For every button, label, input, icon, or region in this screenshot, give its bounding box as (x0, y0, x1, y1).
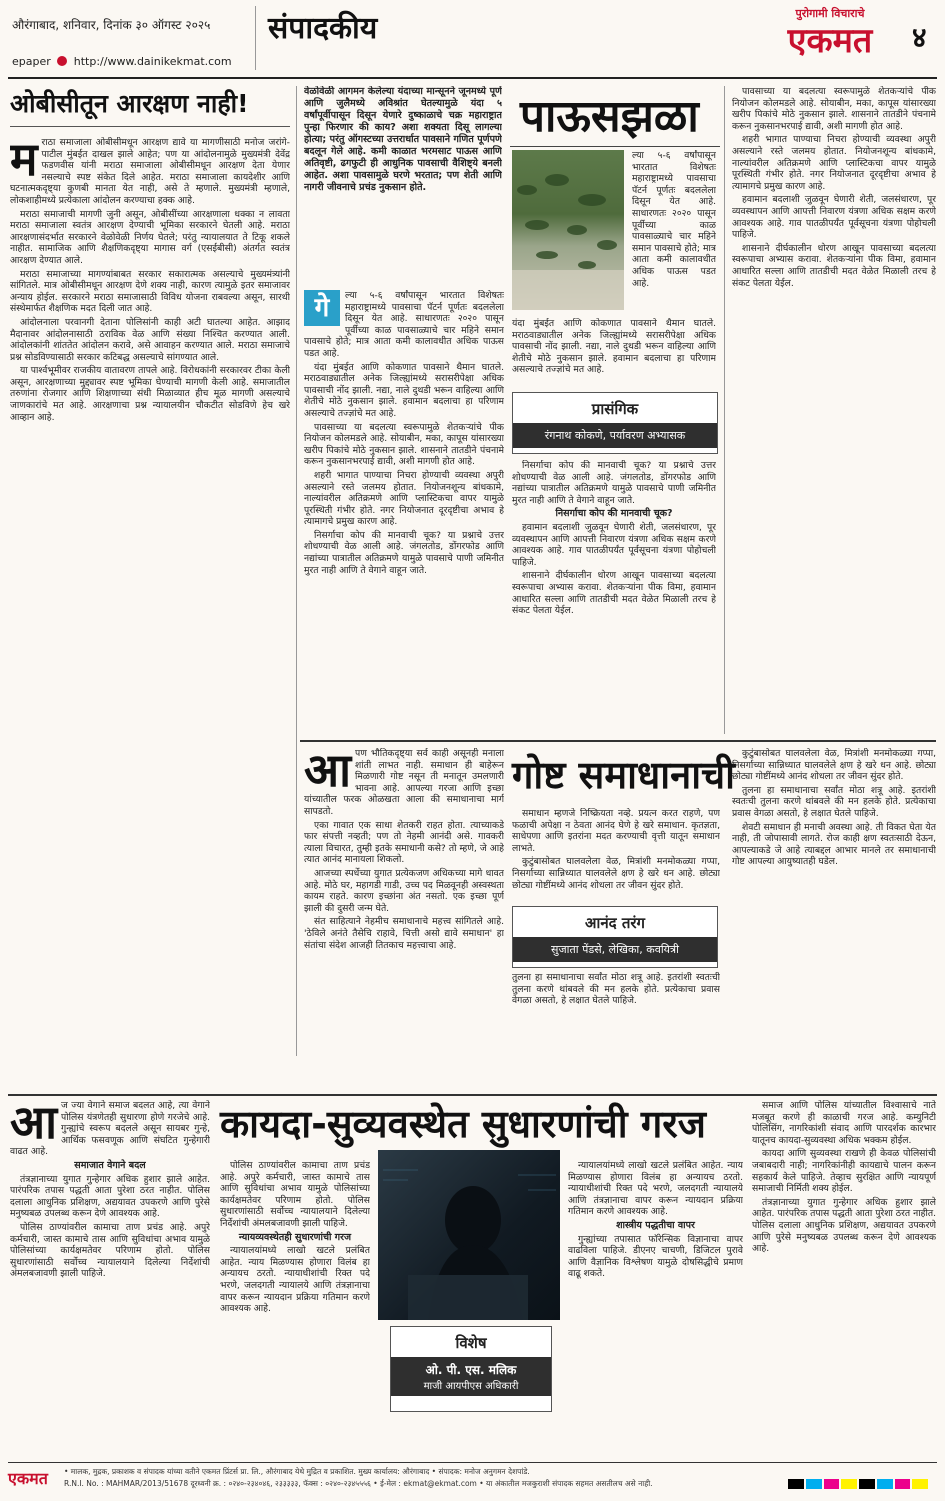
article-rain-cont: यंदा मुंबईत आणि कोकणात पावसाने थैमान घातले. मराठवाड्यातील अनेक जिल्ह्यांमध्ये सरासरीपेक्षा अधिक पावसाची नोंद झाली. नद्या, नाले दुथडी भरून वाहिल्या आणि शेतीचे मोठे नुकसान झाले. हवामान बदलाचा हा परिणाम असल्याचे तज्ज्ञांचे मत आहे. (512, 318, 716, 376)
section-title: संपादकीय (268, 11, 378, 46)
color-swatch (877, 1479, 893, 1489)
headline-obc: ओबीसीतून आरक्षण नाही! (10, 86, 290, 127)
color-swatch (841, 1479, 857, 1489)
article-rain-col2-top: ल्या ५-६ वर्षांपासून भारतात विशेषतः महाराष्ट्रामध्ये पावसाचा पॅटर्न पूर्णतः बदललेला दिसून येत आहे. साधारणतः २०२० पासून पूर्वीच्या काळ पावसाळ्याचे चार महिने समान पावसाचे होते; मात्र आता कमी कालावधीत अधिक पाऊस पडत आहे. (632, 150, 716, 289)
paragraph: न्यायालयांमध्ये लाखो खटले प्रलंबित आहेत. न्याय मिळण्यास होणारा विलंब हा अन्यायच ठरतो. न्यायाधीशांची रिक्त पदे भरणे, जलदगती न्यायालये आणि तंत्रज्ञानाचा वापर करून न्यायदान प्रक्रिया गतिमान करणे आवश्यक आहे. (220, 1245, 370, 1315)
paragraph: समाधान म्हणजे निष्क्रियता नव्हे. प्रयत्न करत राहणे, पण फळाची अपेक्षा न ठेवता आनंद घेणे हे खरे समाधान. कृतज्ञता, साधेपणा आणि इतरांना मदत करण्याची वृत्ती यातून समाधान लाभते. (512, 808, 720, 854)
paragraph: आंदोलनाला परवानगी देताना पोलिसांनी काही अटी घातल्या आहेत. आझाद मैदानावर आंदोलनासाठी ठराविक वेळ आणि संख्या निश्चित करण्यात आली. आंदोलकांनी शांततेत आंदोलन करावे, असे आवाहन करण्यात आले. मराठा समाजाचे प्रश्न सोडविण्यासाठी सरकार कटिबद्ध असल्याचे सांगण्यात आले. (10, 316, 290, 363)
footer (8, 1465, 937, 1497)
paragraph: पोलिस ठाण्यांवरील कामाचा ताण प्रचंड आहे. अपुरे कर्मचारी, जास्त कामाचे तास आणि सुविधांचा अभाव यामुळे पोलिसांच्या कार्यक्षमतेवर परिणाम होतो. पोलिस सुधारणांसाठी सर्वोच्च न्यायालयाने दिलेल्या निर्देशांची अंमलबजावणी झाली पाहिजे. (10, 1221, 210, 1280)
paragraph: मराठा समाजाची मागणी जुनी असून, ओबीसींच्या आरक्षणाला धक्का न लावता मराठा समाजाला स्वतंत्र आरक्षण देण्याची भूमिका सरकारने घेतली आहे. मराठा आरक्षणासंदर्भात सरकारने वेळोवेळी निर्णय घेतले; परंतु न्यायालयात ते टिकू शकले नाहीत. सामाजिक आणि शैक्षणिकदृष्ट्या मागास वर्ग (एसईबीसी) अंतर्गत स्वतंत्र आरक्षण देण्यात आले. (10, 208, 290, 266)
box-byline: रंगनाथ कोकणे, पर्यावरण अभ्यासक (513, 423, 717, 448)
crops-illustration (512, 150, 624, 310)
paragraph: कुटुंबासोबत घालवलेला वेळ, मित्रांशी मनमोकळ्या गप्पा, निसर्गाच्या सान्निध्यात घालवलेले क्षण हे खरे धन आहे. छोट्या छोट्या गोष्टींमध्ये आनंद शोधला तर जीवन सुंदर होते. (732, 748, 936, 783)
headline-rain: पाऊसझळा (520, 91, 699, 142)
page-number: ४ (912, 21, 927, 54)
paragraph: पावसाच्या या बदलत्या स्वरूपामुळे शेतकऱ्यांचे पीक नियोजन कोलमडले आहे. सोयाबीन, मका, कापूस यांसारख्या खरीप पिकांचे मोठे नुकसान झाले. शासनाने तातडीने पंचनामे करून नुकसानभरपाई द्यावी, अशी मागणी होत आहे. (732, 86, 936, 132)
footer-imprint: • मालक, मुद्रक, प्रकाशक व संपादक यांच्या वतीने एकमत प्रिंटर्स प्रा. लि., औरंगाबाद येथे मुद्रित व प्रकाशित. मुख्य कार्यालय: औरंगाबाद • संपादक: मनोज अनुगमन देशपांडे. (64, 1467, 530, 1476)
paragraph: यंदा मुंबईत आणि कोकणात पावसाने थैमान घातले. मराठवाड्यातील अनेक जिल्ह्यांमध्ये सरासरीपेक्षा अधिक पावसाची नोंद झाली. नद्या, नाले दुथडी भरून वाहिल्या आणि शेतीचे मोठे नुकसान झाले. हवामान बदलाचा हा परिणाम असल्याचे तज्ज्ञांचे मत आहे. (304, 361, 504, 419)
paragraph: पोलिस ठाण्यांवरील कामाचा ताण प्रचंड आहे. अपुरे कर्मचारी, जास्त कामाचे तास आणि सुविधांचा अभाव यामुळे पोलिसांच्या कार्यक्षमतेवर परिणाम होतो. पोलिस सुधारणांसाठी सर्वोच्च न्यायालयाने दिलेल्या निर्देशांची अंमलबजावणी झाली पाहिजे. (220, 1160, 370, 1229)
box-title: आनंद तरंग (585, 914, 645, 932)
paragraph: निसर्गाचा कोप की मानवाची चूक? या प्रश्नाचे उत्तर शोधण्याची वेळ आली आहे. जंगलतोड, डोंगरफोड आणि नद्यांच्या पात्रातील अतिक्रमणे यामुळे पावसाचे पाणी जमिनीत मुरत नाही आणि ते वेगाने वाहून जाते. (512, 460, 716, 506)
article-law-col2 (220, 1160, 370, 1460)
column-divider (296, 86, 297, 1056)
paragraph: कुटुंबासोबत घालवलेला वेळ, मित्रांशी मनमोकळ्या गप्पा, निसर्गाच्या सान्निध्यात घालवलेले क्षण हे खरे धन आहे. छोट्या छोट्या गोष्टींमध्ये आनंद शोधला तर जीवन सुंदर होते. (512, 856, 720, 891)
paragraph: मराठा समाजाच्या मागण्यांबाबत सरकार सकारात्मक असल्याचे मुख्यमंत्र्यांनी सांगितले. मात्र ओबीसीमधून आरक्षण देणे शक्य नाही, कारण त्यामुळे इतर समाजावर अन्याय होईल. सरकारने मराठा समाजासाठी विविध योजना राबवल्या असून, सारथी संस्थेमार्फत शैक्षणिक मदत दिली जात आहे. (10, 268, 290, 315)
paragraph: शेवटी समाधान ही मनाची अवस्था आहे. ती विकत घेता येत नाही, ती जोपासावी लागते. रोज काही क्षण स्वतःसाठी देऊन, आपल्याकडे जे आहे त्याबद्दल आभार मानले तर समाधानाची गोष्ट आपल्या आयुष्यातही घडेल. (732, 821, 936, 868)
subhead: न्यायव्यवस्थेतही सुधारणांची गरज (238, 1231, 352, 1243)
article-rain-lower (512, 460, 716, 736)
box-title: प्रासंगिक (591, 400, 639, 418)
article-rain-intro: वेळोवेळी आगमन केलेल्या यंदाच्या मान्सूनने जूनमध्ये पूर्ण आणि जुलैमध्ये अविश्रांत घेतल्यामुळे यंदा ५ वर्षांपूर्वीपासून दिसून येणारे दुष्काळाचे चक्र महाराष्ट्रात पुन्हा फिरणार की काय? अशा शक्यता दिसू लागल्या होत्या; परंतु ऑगस्टच्या उत्तरार्धात पावसाने गणित पूर्णपणे बदलून गेले आहे. कमी काळात भरमसाट पाऊस आणि अतिवृष्टी, ढगफुटी ही आधुनिक पावसाची वैशिष्ट्ये बनली आहेत. अशा पावसामुळे घरणे भरतात; पण शेती आणि नागरी जीवनाचे प्रचंड नुकसान होते. (304, 86, 502, 193)
paragraph: शासनाने दीर्घकालीन धोरण आखून पावसाच्या बदलत्या स्वरूपाचा अभ्यास करावा. शेतकऱ्यांना पीक विमा, हवामान आधारित सल्ला आणि तातडीची मदत वेळेत मिळाली तरच हे संकट पेलता येईल. (732, 242, 936, 289)
footer-rni: R.N.I. No. : MAHMAR/2013/51678 दूरध्वनी क्र. : ०२४०-२३४०४६, २३३३३३, फॅक्स : ०२४०-२३४५५५६ • ई-मेल : ekmat@ekmat.com • या अंकातील मजकुराशी संपादक सहमत असतीलच असे नाही. (64, 1479, 653, 1488)
epaper-label: epaper (12, 55, 51, 68)
globe-icon (57, 56, 67, 66)
flood-photo (512, 150, 624, 310)
article-samadhan-col2b: तुलना हा समाधानाचा सर्वांत मोठा शत्रू आहे. इतरांशी स्वतःची तुलना करणे थांबवले की मन हलके होते. प्रत्येकाचा प्रवास वेगळा असतो, हे लक्षात घेतले पाहिजे. (512, 972, 720, 1007)
hooded-figure-illustration (378, 1150, 560, 1320)
paragraph: निसर्गाचा कोप की मानवाची चूक? या प्रश्नाचे उत्तर शोधण्याची वेळ आली आहे. जंगलतोड, डोंगरफोड आणि नद्यांच्या पात्रातील अतिक्रमणे यामुळे पावसाचे पाणी जमिनीत मुरत नाही आणि ते वेगाने वाहून जाते. (304, 529, 504, 576)
article-rain-body (304, 290, 504, 735)
rain-rule (510, 146, 720, 147)
color-registration-strip (788, 1479, 928, 1489)
headline-samadhan: गोष्ट समाधानाची (512, 753, 736, 797)
subhead: समाजात वेगाने बदल (74, 1159, 146, 1171)
masthead-logo (757, 6, 903, 68)
article-obc (10, 86, 290, 1066)
color-swatch (788, 1479, 804, 1489)
box-byline-name: ओ. पी. एस. मलिक (425, 1363, 517, 1377)
paragraph: संत साहित्याने नेहमीच समाधानाचे महत्त्व सांगितले आहे. 'ठेविले अनंते तैसेचि राहावे, चित्ती असो द्यावे समाधान' हा संतांचा संदेश आजही तितकाच महत्त्वाचा आहे. (304, 916, 504, 951)
subhead: शास्त्रीय पद्धतीचा वापर (616, 1219, 695, 1231)
paragraph: तंत्रज्ञानाच्या युगात गुन्हेगार अधिक हुशार झाले आहेत. पारंपरिक तपास पद्धती आता पुरेशा ठरत नाहीत. पोलिस दलाला आधुनिक प्रशिक्षण, अद्ययावत उपकरणे आणि पुरेसे मनुष्यबळ उपलब्ध करून देणे आवश्यक आहे. (10, 1173, 210, 1220)
paragraph: आजच्या स्पर्धेच्या युगात प्रत्येकजण अधिकच्या मागे धावत आहे. मोठे घर, महागडी गाडी, उच्च पद मिळवूनही अस्वस्थता कायम राहते. कारण इच्छांना अंत नसतो. एक इच्छा पूर्ण झाली की दुसरी जन्म घेते. (304, 867, 504, 914)
paragraph: हवामान बदलाशी जुळवून घेणारी शेती, जलसंधारण, पूर व्यवस्थापन आणि आपत्ती निवारण यंत्रणा अधिक सक्षम करणे आवश्यक आहे. गाव पातळीपर्यंत पूर्वसूचना यंत्रणा पोहोचली पाहिजे. (732, 194, 936, 241)
masthead-rule (8, 77, 937, 79)
logo-name: एकमत (787, 21, 873, 61)
section-rule (300, 740, 936, 742)
dropcap-box (304, 290, 340, 326)
article-samadhan-col3 (732, 748, 936, 1088)
paragraph: राठा समाजाला ओबीसीमधून आरक्षण द्यावे या मागणीसाठी मनोज जरांगे-पाटील मुंबईत दाखल झाले आहेत; पण या आंदोलनामुळे मुख्यमंत्री देवेंद्र फडणवीस यांनी मराठा समाजाला ओबीसीमधून आरक्षण देता येणार नसल्याचे स्पष्ट संकेत दिले आहेत. मराठा समाजाला कायदेशीर आणि घटनात्मकदृष्ट्या कुणबी मानता येत नाही, असे ते म्हणाले. मुख्यमंत्री म्हणाले, लोकशाहीमध्ये प्रत्येकाला आंदोलन करण्याचा हक्क आहे. (10, 137, 290, 206)
dateline: औरंगाबाद, शनिवार, दिनांक ३० ऑगस्ट २०२५ (12, 18, 211, 32)
article-law-col4 (752, 1100, 936, 1460)
article-law-col3 (568, 1160, 743, 1460)
paragraph: न्यायालयांमध्ये लाखो खटले प्रलंबित आहेत. न्याय मिळण्यास होणारा विलंब हा अन्यायच ठरतो. न्यायाधीशांची रिक्त पदे भरणे, जलदगती न्यायालये आणि तंत्रज्ञानाचा वापर करून न्यायदान प्रक्रिया गतिमान करणे आवश्यक आहे. (568, 1160, 743, 1218)
masthead-divider (255, 6, 256, 70)
paragraph: गुन्ह्यांच्या तपासात फॉरेन्सिक विज्ञानाचा वापर वाढविला पाहिजे. डीएनए चाचणी, डिजिटल पुरावे आणि वैज्ञानिक विश्लेषण यामुळे दोषसिद्धीचे प्रमाण वाढू शकते. (568, 1233, 743, 1280)
color-swatch (895, 1479, 911, 1489)
dropcap: म (10, 137, 38, 186)
paragraph: ज ज्या वेगाने समाज बदलत आहे, त्या वेगाने पोलिस यंत्रणेतही सुधारणा होणे गरजेचे आहे. गुन्ह्यांचे स्वरूप बदलले असून सायबर गुन्हे, आर्थिक फसवणूक आणि संघटित गुन्हेगारी वाढत आहे. (10, 1100, 210, 1158)
byline-box-prasangik (512, 392, 718, 454)
footer-logo: एकमत (8, 1469, 48, 1488)
color-swatch (912, 1479, 928, 1489)
article-rain-right (732, 86, 936, 736)
paragraph: कायदा आणि सुव्यवस्था राखणे ही केवळ पोलिसांची जबाबदारी नाही; नागरिकांनीही कायद्याचे पालन करून सहकार्य केले पाहिजे. तेव्हाच सुरक्षित आणि न्यायपूर्ण समाजाची निर्मिती शक्य होईल. (752, 1148, 936, 1195)
footer-rule (8, 1462, 937, 1463)
box-byline-bg (391, 1357, 551, 1396)
subhead: निसर्गाचा कोप की मानवाची चूक? (555, 508, 673, 520)
epaper-link[interactable]: http://www.dainikekmat.com (73, 55, 232, 68)
color-swatch (824, 1479, 840, 1489)
paragraph: शहरी भागात पाण्याचा निचरा होण्याची व्यवस्था अपुरी असल्याने रस्ते जलमय होतात. नियोजनशून्य बांधकामे, नाल्यांवरील अतिक्रमणे आणि प्लास्टिकचा वापर यामुळे पूरस्थिती गंभीर होते. नगर नियोजनात दूरदृष्टीचा अभाव हे त्यामागचे प्रमुख कारण आहे. (732, 134, 936, 192)
headline-law: कायदा-सुव्यवस्थेत सुधारणांची गरज (220, 1102, 706, 1146)
box-byline-role: माजी आयपीएस अधिकारी (423, 1381, 519, 1392)
article-obc-body (10, 137, 290, 1052)
dropcap: आ (10, 1100, 58, 1149)
paragraph: एका गावात एक साधा शेतकरी राहत होता. त्याच्याकडे फार संपत्ती नव्हती; पण तो नेहमी आनंदी असे. गावकरी त्याला विचारत, तुम्ही इतके समाधानी कसे? तो म्हणे, जे आहे त्यात आनंद मानायला शिकलो. (304, 819, 504, 866)
paragraph: तंत्रज्ञानाच्या युगात गुन्हेगार अधिक हुशार झाले आहेत. पारंपरिक तपास पद्धती आता पुरेशा ठरत नाहीत. पोलिस दलाला आधुनिक प्रशिक्षण, अद्ययावत उपकरणे आणि पुरेसे मनुष्यबळ उपलब्ध करून देणे आवश्यक आहे. (752, 1196, 936, 1255)
article-samadhan-col1 (304, 748, 504, 1088)
article-law-col1 (10, 1100, 210, 1460)
paragraph: शासनाने दीर्घकालीन धोरण आखून पावसाच्या बदलत्या स्वरूपाचा अभ्यास करावा. शेतकऱ्यांना पीक विमा, हवामान आधारित सल्ला आणि तातडीची मदत वेळेत मिळाली तरच हे संकट पेलता येईल. (512, 570, 716, 617)
paragraph: तुलना हा समाधानाचा सर्वांत मोठा शत्रू आहे. इतरांशी स्वतःची तुलना करणे थांबवले की मन हलके होते. प्रत्येकाचा प्रवास वेगळा असतो, हे लक्षात घेतले पाहिजे. (732, 784, 936, 819)
box-byline: सुजाता पेंडसे, लेखिका, कवयित्री (513, 937, 717, 962)
epaper-row (12, 55, 232, 68)
paragraph: हवामान बदलाशी जुळवून घेणारी शेती, जलसंधारण, पूर व्यवस्थापन आणि आपत्ती निवारण यंत्रणा अधिक सक्षम करणे आवश्यक आहे. गाव पातळीपर्यंत पूर्वसूचना यंत्रणा पोहोचली पाहिजे. (512, 521, 716, 568)
dropcap: गे (314, 293, 330, 323)
paragraph: ल्या ५-६ वर्षांपासून भारतात विशेषतः महाराष्ट्रामध्ये पावसाचा पॅटर्न पूर्णतः बदललेला दिसून येत आहे. साधारणतः २०२० पासून पूर्वीच्या काळ पावसाळ्याचे चार महिने समान पावसाचे होते; मात्र आता कमी कालावधीत अधिक पाऊस पडत आहे. (304, 290, 504, 359)
section-rule (8, 1094, 937, 1096)
dropcap: आ (304, 748, 352, 797)
paragraph: समाज आणि पोलिस यांच्यातील विश्वासाचे नाते मजबूत करणे ही काळाची गरज आहे. कम्युनिटी पोलिसिंग, नागरिकांशी संवाद आणि पारदर्शक कारभार यातूनच कायदा-सुव्यवस्था अधिक भक्कम होईल. (752, 1100, 936, 1146)
byline-box-vishesh (390, 1326, 552, 1412)
paragraph: पावसाच्या या बदलत्या स्वरूपामुळे शेतकऱ्यांचे पीक नियोजन कोलमडले आहे. सोयाबीन, मका, कापूस यांसारख्या खरीप पिकांचे मोठे नुकसान झाले. शासनाने तातडीने पंचनामे करून नुकसानभरपाई द्यावी, अशी मागणी होत आहे. (304, 421, 504, 468)
byline-box-anand (512, 906, 718, 968)
logo-tagline: पुरोगामी विचाराचे (795, 7, 865, 20)
hacker-photo (378, 1150, 560, 1320)
column-divider (724, 86, 725, 734)
paragraph: या पार्श्वभूमीवर राजकीय वातावरण तापले आहे. विरोधकांनी सरकारवर टीका केली असून, आरक्षणाच्या मुद्द्यावर स्पष्ट भूमिका घेण्याची मागणी केली आहे. समाजातील तरुणांना रोजगार आणि शिक्षणाच्या संधी मिळाव्यात हीच मूळ मागणी असल्याचे जाणकारांचे मत आहे. आरक्षणाचा प्रश्न न्यायालयीन चौकटीत सोडविणे हेच खरे आव्हान आहे. (10, 365, 290, 423)
color-swatch (806, 1479, 822, 1489)
masthead (0, 0, 945, 80)
box-title: विशेष (455, 1334, 487, 1352)
paragraph: शहरी भागात पाण्याचा निचरा होण्याची व्यवस्था अपुरी असल्याने रस्ते जलमय होतात. नियोजनशून्य बांधकामे, नाल्यांवरील अतिक्रमणे आणि प्लास्टिकचा वापर यामुळे पूरस्थिती गंभीर होते. नगर नियोजनात दूरदृष्टीचा अभाव हे त्यामागचे प्रमुख कारण आहे. (304, 469, 504, 528)
paragraph: पण भौतिकदृष्ट्या सर्व काही असूनही मनाला शांती लाभत नाही. समाधान ही बाहेरून मिळणारी गोष्ट नसून ती मनातून उमलणारी भावना आहे. आपल्या गरजा आणि इच्छा यांच्यातील फरक ओळखता आला की समाधानाचा मार्ग सापडतो. (304, 748, 504, 817)
color-swatch (859, 1479, 875, 1489)
